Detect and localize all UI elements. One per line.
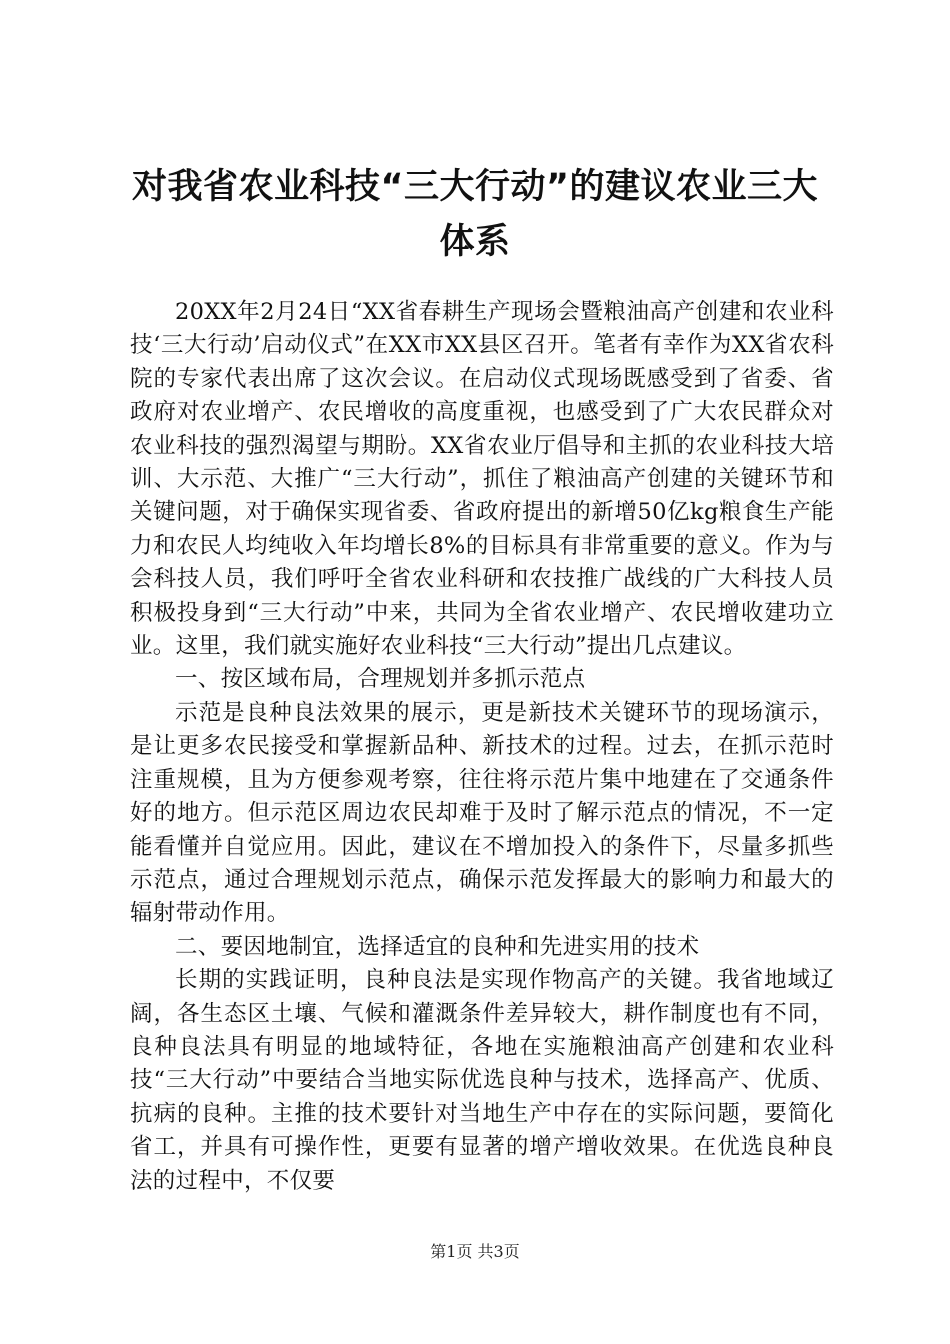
document-title: 对我省农业科技“三大行动”的建议农业三大体系 [131, 167, 818, 262]
section-1-paragraph: 示范是良种良法效果的展示，更是新技术关键环节的现场演示，是让更多农民接受和掌握新品种、新技术的过程。过去，在抓示范时注重规模，且为方便参观考察，往往将示范片集中地建在了交通条件好的地方。但示范区周边农民却难于及时了解示范点的情况，不一定能看懂并自觉应用。因此，建议在不增加投入的条件下，尽量多抓些示范点，通过合理规划示范点，确保示范发挥最大的影响力和最大的辐射带动作用。 [130, 699, 834, 927]
section-heading-2: 二、要因地制宜，选择适宜的良种和先进实用的技术 [175, 933, 700, 960]
section-2-paragraph: 长期的实践证明，良种良法是实现作物高产的关键。我省地域辽阔，各生态区土壤、气候和灌溉条件差异较大，耕作制度也有不同，良种良法具有明显的地域特征，各地在实施粮油高产创建和农业科技“三大行动”中要结合当地实际优选良种与技术，选择高产、优质、抗病的良种。主推的技术要针对当地生产中存在的实际问题，要简化省工，并具有可操作性，更要有显著的增产增收效果。在优选良种良法的过程中，不仅要 [130, 967, 834, 1194]
page-number-footer: 第1页 共3页 [430, 1242, 520, 1261]
document-body [130, 296, 834, 1198]
intro-paragraph: 20XX年2月24日“XX省春耕生产现场会暨粮油高产创建和农业科技‘三大行动’启动仪式”在XX市XX县区召开。笔者有幸作为XX省农科院的专家代表出席了这次会议。在启动仪式现场既感受到了省委、省政府对农业增产、农民增收的高度重视，也感受到了广大农民群众对农业科技的强烈渴望与期盼。XX省农业厅倡导和主抓的农业科技大培训、大示范、大推广“三大行动”，抓住了粮油高产创建的关键环节和关键问题，对于确保实现省委、省政府提出的新增50亿kg粮食生产能力和农民人均纯收入年均增长8%的目标具有非常重要的意义。作为与会科技人员，我们呼吁全省农业科研和农技推广战线的广大科技人员积极投身到“三大行动”中来，共同为全省农业增产、农民增收建功立业。这里，我们就实施好农业科技“三大行动”提出几点建议。 [130, 299, 834, 660]
section-heading-1: 一、按区域布局，合理规划并多抓示范点 [175, 666, 586, 693]
